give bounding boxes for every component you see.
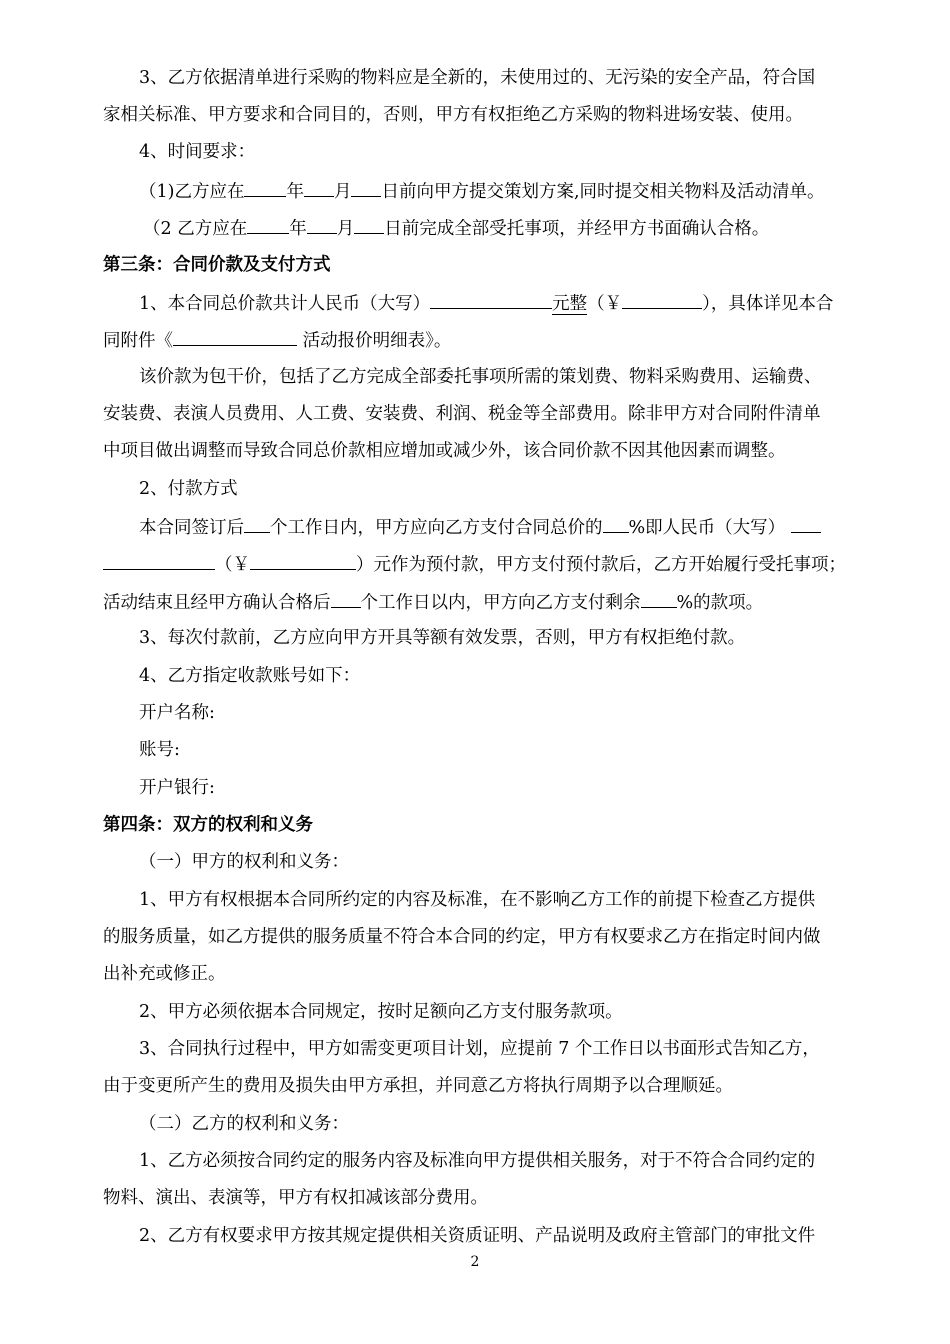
paragraph-text: 日前向甲方提交策划方案,同时提交相关物料及活动清单。: [381, 182, 825, 202]
paragraph-text: 2、付款方式: [139, 479, 238, 499]
text-line: [139, 178, 825, 204]
paragraph-text: 1、本合同总价款共计人民币（大写）: [139, 294, 431, 314]
blank-field: [250, 551, 356, 570]
paragraph-text: 安装费、表演人员费用、人工费、安装费、利润、税金等全部费用。除非甲方对合同附件清单: [103, 404, 821, 424]
paragraph-text: 活动报价明细表》。: [302, 331, 452, 351]
blank-field: [103, 551, 215, 570]
paragraph-text: 1、甲方有权根据本合同所约定的内容及标准，在不影响乙方工作的前提下检查乙方提供: [139, 890, 816, 910]
text-line: [103, 439, 786, 463]
heading-text: 第三条：合同价款及支付方式: [103, 255, 331, 275]
paragraph-text: 月: [336, 219, 355, 239]
text-line: [103, 1186, 488, 1210]
text-line: [103, 103, 803, 127]
blank-field: [173, 327, 297, 346]
blank-field: [331, 589, 361, 608]
paragraph-text: （￥: [587, 294, 623, 314]
paragraph-text: （1)乙方应在: [139, 182, 245, 202]
text-line: [139, 514, 821, 540]
paragraph-text: （￥: [215, 555, 250, 575]
paragraph-text: 账号:: [139, 740, 180, 760]
paragraph-text: 中项目做出调整而导致合同总价款相应增加或减少外，该合同价款不因其他因素而调整。: [103, 441, 786, 461]
blank-field: [304, 178, 334, 197]
paragraph-text: 元整: [552, 294, 588, 314]
text-line: [139, 140, 255, 164]
paragraph-text: 月: [333, 182, 352, 202]
text-line: [139, 776, 215, 800]
paragraph-text: 开户银行:: [139, 778, 215, 798]
heading-text: 第四条：双方的权利和义务: [103, 815, 313, 835]
blank-field: [247, 215, 289, 234]
paragraph-text: 的服务质量，如乙方提供的服务质量不符合本合同的约定，甲方有权要求乙方在指定时间内做: [103, 927, 821, 947]
text-line: [103, 962, 226, 986]
text-line: [139, 888, 815, 912]
paragraph-text: （二）乙方的权利和义务：: [139, 1114, 349, 1134]
text-line: [139, 290, 833, 316]
paragraph-text: 物料、演出、表演等，甲方有权扣减该部分费用。: [103, 1188, 488, 1208]
paragraph-text: ），具体详见本合: [702, 294, 834, 314]
blank-field: [351, 178, 381, 197]
paragraph-text: 年: [289, 219, 307, 239]
paragraph-text: 1、乙方必须按合同约定的服务内容及标准向甲方提供相关服务，对于不符合合同约定的: [139, 1151, 816, 1171]
paragraph-text: （2 乙方应在: [143, 219, 248, 239]
blank-field: [354, 215, 384, 234]
blank-field: [430, 290, 552, 309]
paragraph-text: 该价款为包干价，包括了乙方完成全部委托事项所需的策划费、物料采购费用、运输费、: [139, 367, 822, 387]
text-line: [139, 1000, 623, 1024]
text-line: [139, 1037, 820, 1061]
blank-field: [244, 178, 286, 197]
paragraph-text: 3、乙方依据清单进行采购的物料应是全新的，未使用过的、无污染的安全产品，符合国: [139, 68, 816, 88]
text-line: [139, 1112, 349, 1136]
paragraph-text: 2、乙方有权要求甲方按其规定提供相关资质证明、产品说明及政府主管部门的审批文件: [139, 1226, 816, 1246]
section-heading: [103, 253, 331, 277]
blank-field: [622, 290, 702, 309]
text-line: [139, 738, 180, 762]
paragraph-text: 活动结束且经甲方确认合格后: [103, 593, 331, 613]
text-line: [139, 66, 815, 90]
section-heading: [103, 813, 313, 837]
paragraph-text: 日前完成全部受托事项，并经甲方书面确认合格。: [384, 219, 770, 239]
paragraph-text: 年: [286, 182, 304, 202]
blank-field: [244, 514, 270, 533]
paragraph-text: 本合同签订后: [139, 518, 244, 538]
paragraph-text: 个工作日内，甲方应向乙方支付合同总价的: [270, 518, 603, 538]
text-line: [139, 626, 745, 650]
text-line: [103, 327, 451, 353]
paragraph-text: ）元作为预付款，甲方支付预付款后，乙方开始履行受托事项；: [356, 555, 846, 575]
text-line: [103, 925, 821, 949]
paragraph-text: 由于变更所产生的费用及损失由甲方承担，并同意乙方将执行周期予以合理顺延。: [103, 1076, 733, 1096]
text-line: [139, 1149, 815, 1173]
paragraph-text: 4、乙方指定收款账号如下：: [139, 666, 361, 686]
text-line: [139, 477, 238, 501]
paragraph-text: 同附件《: [103, 331, 173, 351]
text-line: [139, 850, 349, 874]
paragraph-text: 2、甲方必须依据本合同规定，按时足额向乙方支付服务款项。: [139, 1002, 623, 1022]
paragraph-text: （一）甲方的权利和义务：: [139, 852, 349, 872]
text-line: [139, 701, 215, 725]
text-line: [139, 664, 360, 688]
paragraph-text: 3、合同执行过程中，甲方如需变更项目计划，应提前 7 个工作日以书面形式告知乙方，: [139, 1039, 820, 1059]
text-line: [139, 1224, 815, 1248]
paragraph-text: 家相关标准、甲方要求和合同目的，否则，甲方有权拒绝乙方采购的物料进场安装、使用。: [103, 105, 803, 125]
blank-field: [641, 589, 677, 608]
text-line: [103, 589, 763, 615]
paragraph-text: 出补充或修正。: [103, 964, 226, 984]
text-line: [143, 215, 769, 241]
blank-field: [307, 215, 337, 234]
blank-field: [791, 514, 821, 533]
text-line: [103, 551, 846, 577]
paragraph-text: %即人民币（大写）: [628, 518, 786, 538]
paragraph-text: 个工作日以内，甲方向乙方支付剩余: [360, 593, 641, 613]
text-line: [103, 402, 821, 426]
text-line: [103, 1074, 733, 1098]
paragraph-text: 3、每次付款前，乙方应向甲方开具等额有效发票，否则，甲方有权拒绝付款。: [139, 628, 746, 648]
paragraph-text: 开户名称:: [139, 703, 215, 723]
paragraph-text: %的款项。: [676, 593, 764, 613]
text-line: [139, 365, 822, 389]
blank-field: [603, 514, 629, 533]
paragraph-text: 4、时间要求：: [139, 142, 256, 162]
page-number: 2: [470, 1254, 480, 1270]
